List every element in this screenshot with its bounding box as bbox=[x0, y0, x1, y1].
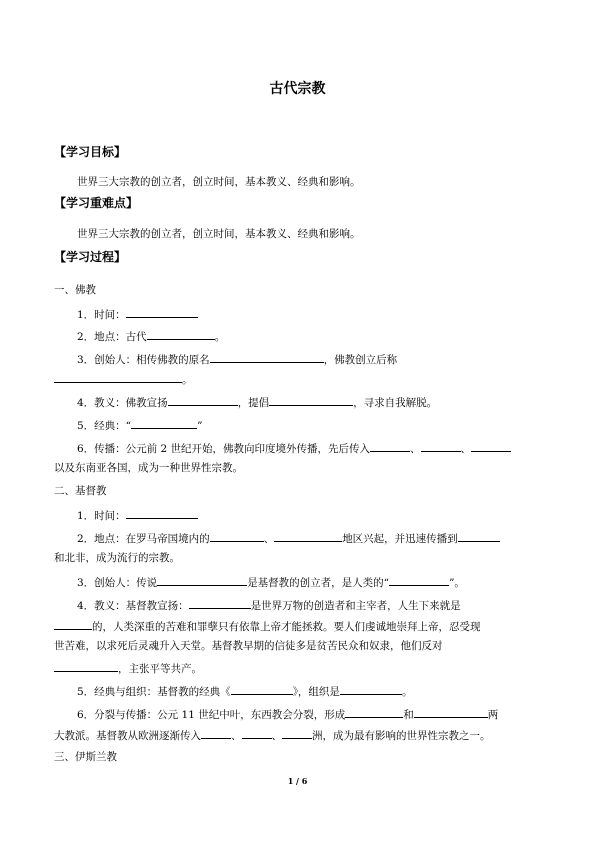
label: 、 bbox=[271, 730, 282, 742]
answer-blank[interactable] bbox=[54, 371, 182, 383]
label: 、 bbox=[460, 443, 472, 455]
christianity-classic-line bbox=[77, 683, 412, 699]
label: 4．教义：佛教宣扬 bbox=[77, 397, 168, 409]
christianity-doctrine-line bbox=[77, 597, 461, 613]
christianity-time-line bbox=[77, 507, 198, 523]
buddhism-spread-line-2: 以及东南亚各国，成为一种世界性宗教。 bbox=[54, 462, 243, 474]
label: ” bbox=[197, 420, 203, 432]
answer-blank[interactable] bbox=[126, 507, 198, 519]
label: 4．教义：基督教宣扬： bbox=[77, 600, 189, 612]
label: 是基督教的创立者，是人类的“ bbox=[247, 577, 390, 589]
label: 是世界万物的创造者和主宰者，人生下来就是 bbox=[250, 600, 461, 612]
answer-blank[interactable] bbox=[421, 440, 461, 452]
label: 2．地点：古代 bbox=[77, 331, 147, 343]
label: 的，人类深重的苦难和罪孽只有依靠上帝才能拯救。要人们虔诚地崇拜上帝，忍受现 bbox=[92, 621, 481, 633]
label: 3．创始人：相传佛教的原名 bbox=[77, 354, 210, 366]
christianity-doctrine-line-2 bbox=[54, 618, 481, 634]
christianity-place-line bbox=[77, 530, 500, 546]
section-heading-key: 【学习重难点】 bbox=[54, 196, 139, 210]
answer-blank[interactable] bbox=[269, 394, 353, 406]
buddhism-spread-line bbox=[77, 440, 511, 456]
answer-blank[interactable] bbox=[340, 683, 402, 695]
buddhism-classic-line bbox=[77, 417, 202, 433]
answer-blank[interactable] bbox=[54, 660, 118, 672]
answer-blank[interactable] bbox=[414, 706, 488, 718]
christianity-doctrine-line-3: 世苦难，以求死后灵魂升入天堂。基督教早期的信徒多是贫苦民众和奴隶，他们反对 bbox=[54, 640, 443, 652]
answer-blank[interactable] bbox=[389, 574, 449, 586]
label: 5．经典：“ bbox=[77, 420, 132, 432]
buddhism-heading: 一、佛教 bbox=[54, 284, 96, 296]
section-heading-process: 【学习过程】 bbox=[54, 250, 127, 264]
buddhism-place-line bbox=[77, 328, 225, 344]
christianity-founder-line bbox=[77, 574, 465, 590]
answer-blank[interactable] bbox=[274, 530, 342, 542]
answer-blank[interactable] bbox=[131, 417, 197, 429]
answer-blank[interactable] bbox=[471, 440, 511, 452]
christianity-heading: 二、基督教 bbox=[54, 485, 107, 497]
label: 两 bbox=[487, 709, 499, 721]
buddhism-time-line bbox=[77, 306, 198, 322]
answer-blank[interactable] bbox=[201, 727, 231, 739]
label: 2．地点：在罗马帝国境内的 bbox=[77, 533, 210, 545]
islam-heading: 三、伊斯兰教 bbox=[54, 751, 117, 763]
label: 和 bbox=[403, 709, 414, 721]
buddhism-founder-line bbox=[77, 351, 397, 367]
label: 1．时间： bbox=[77, 309, 126, 321]
label: ，佛教创立后称 bbox=[323, 354, 398, 366]
answer-blank[interactable] bbox=[210, 530, 264, 542]
buddhism-founder-line-2 bbox=[54, 371, 193, 387]
label: 》，组织是 bbox=[292, 686, 340, 698]
label: 6．分裂与传播：公元 11 世纪中叶，东西教会分裂，形成 bbox=[77, 709, 346, 721]
answer-blank[interactable] bbox=[189, 597, 251, 609]
label: ”。 bbox=[449, 577, 465, 589]
answer-blank[interactable] bbox=[126, 306, 198, 318]
answer-blank[interactable] bbox=[370, 440, 410, 452]
label: 。 bbox=[214, 331, 226, 343]
label: 3．创始人：传说 bbox=[77, 577, 158, 589]
goal-text: 世界三大宗教的创立者，创立时间，基本教义、经典和影响。 bbox=[77, 176, 361, 188]
label: 1．时间： bbox=[77, 510, 126, 522]
label: 洲，成为最有影响的世界性宗教之一。 bbox=[312, 730, 491, 742]
answer-blank[interactable] bbox=[210, 351, 324, 363]
page-title: 古代宗教 bbox=[269, 81, 326, 97]
page-number: 1 / 6 bbox=[287, 776, 308, 786]
label: ，寻求自我解脱。 bbox=[353, 397, 438, 409]
answer-blank[interactable] bbox=[458, 530, 500, 542]
label: 。 bbox=[401, 686, 413, 698]
answer-blank[interactable] bbox=[168, 394, 238, 406]
label: ，提倡 bbox=[237, 397, 270, 409]
answer-blank[interactable] bbox=[147, 328, 215, 340]
label: 5．经典与组织：基督教的经典《 bbox=[77, 686, 231, 698]
christianity-doctrine-line-4 bbox=[54, 660, 202, 676]
label: 、 bbox=[263, 533, 275, 545]
label: 、 bbox=[231, 730, 242, 742]
label: ，主张平等共产。 bbox=[118, 663, 202, 675]
label: 地区兴起，并迅速传播到 bbox=[342, 533, 458, 545]
answer-blank[interactable] bbox=[282, 727, 312, 739]
christianity-split-line bbox=[77, 706, 498, 722]
label: 。 bbox=[182, 374, 193, 386]
key-text: 世界三大宗教的创立者，创立时间，基本教义、经典和影响。 bbox=[77, 228, 361, 240]
answer-blank[interactable] bbox=[345, 706, 403, 718]
christianity-split-line-2 bbox=[54, 727, 491, 743]
label: 6．传播：公元前 2 世纪开始，佛教向印度境外传播，先后传入 bbox=[77, 443, 371, 455]
section-heading-goal: 【学习目标】 bbox=[54, 145, 127, 159]
answer-blank[interactable] bbox=[242, 727, 272, 739]
christianity-place-line-2: 和北非，成为流行的宗教。 bbox=[54, 552, 180, 564]
label: 大教派。基督教从欧洲逐渐传入 bbox=[54, 730, 201, 742]
label: 、 bbox=[410, 443, 421, 455]
answer-blank[interactable] bbox=[231, 683, 293, 695]
answer-blank[interactable] bbox=[157, 574, 247, 586]
buddhism-doctrine-line bbox=[77, 394, 437, 410]
answer-blank[interactable] bbox=[54, 618, 92, 630]
